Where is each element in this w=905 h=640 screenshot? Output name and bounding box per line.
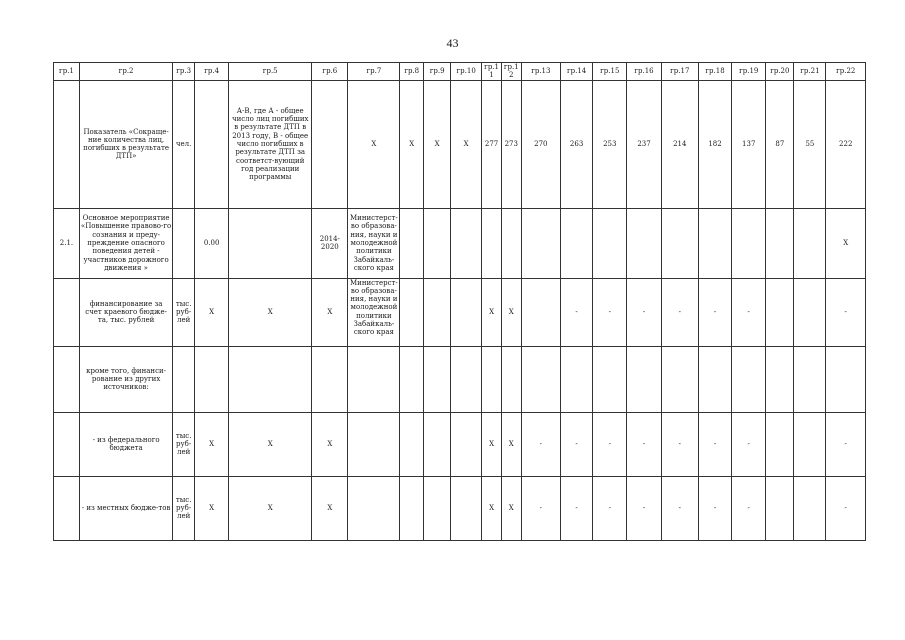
table-cell: Основное мероприятие «Повышение правово-го сознания и преду-преждение опасного поведения детей - участников дорожного движения » xyxy=(79,208,172,278)
table-cell xyxy=(195,346,229,412)
table-cell xyxy=(794,208,826,278)
table-cell: Х xyxy=(482,278,502,346)
table-cell: 137 xyxy=(732,80,766,208)
column-header: гр.19 xyxy=(732,63,766,81)
table-cell: - xyxy=(661,278,698,346)
column-header: гр.9 xyxy=(424,63,451,81)
table-cell: - xyxy=(521,412,560,476)
table-cell: Х xyxy=(400,80,424,208)
table-cell xyxy=(451,412,482,476)
table-cell: 253 xyxy=(593,80,627,208)
column-header: гр.17 xyxy=(661,63,698,81)
table-cell xyxy=(451,278,482,346)
table-cell xyxy=(482,208,502,278)
table-cell xyxy=(173,346,195,412)
table-cell xyxy=(561,346,593,412)
table-cell xyxy=(229,208,312,278)
table-cell xyxy=(312,346,348,412)
table-cell: - xyxy=(561,476,593,540)
table-row-regional-financing xyxy=(54,278,866,346)
table-cell: тыс. руб-лей xyxy=(173,278,195,346)
column-header: гр.6 xyxy=(312,63,348,81)
table-cell: Министерст-во образова-ния, науки и молодежной политики Забайкаль-ского края xyxy=(348,208,400,278)
table-cell: Х xyxy=(348,80,400,208)
column-header: гр.12 xyxy=(501,63,521,81)
table-cell: Х xyxy=(229,412,312,476)
table-cell: - из федерального бюджета xyxy=(79,412,172,476)
table-cell: Х xyxy=(501,278,521,346)
table-cell: - xyxy=(826,476,866,540)
table-cell: - xyxy=(826,412,866,476)
table-cell: - xyxy=(732,412,766,476)
table-cell xyxy=(826,346,866,412)
header-row xyxy=(54,63,866,81)
table-cell: Х xyxy=(312,476,348,540)
table-cell: - xyxy=(732,278,766,346)
table-row-main-event xyxy=(54,208,866,278)
table-cell: 87 xyxy=(766,80,794,208)
table-cell xyxy=(173,208,195,278)
table-cell: - xyxy=(627,476,661,540)
table-cell xyxy=(424,476,451,540)
table-cell xyxy=(661,346,698,412)
table-cell: Х xyxy=(229,278,312,346)
column-header: гр.15 xyxy=(593,63,627,81)
table-cell: - xyxy=(826,278,866,346)
table-cell xyxy=(521,208,560,278)
table-cell: - xyxy=(593,412,627,476)
table-row-other-sources xyxy=(54,346,866,412)
table-cell: кроме того, финанси-рование из других источников: xyxy=(79,346,172,412)
table-row-local-budgets xyxy=(54,476,866,540)
table-cell xyxy=(54,412,80,476)
table-cell: Х xyxy=(501,412,521,476)
table-cell: 182 xyxy=(698,80,731,208)
table-cell: Министерст-во образова-ния, науки и молодежной политики Забайкаль-ского края xyxy=(348,278,400,346)
column-header: гр.3 xyxy=(173,63,195,81)
table-cell xyxy=(195,80,229,208)
table-cell xyxy=(627,208,661,278)
table-cell xyxy=(766,346,794,412)
table-cell: 214 xyxy=(661,80,698,208)
table-cell: - xyxy=(627,278,661,346)
table-cell xyxy=(501,346,521,412)
column-header: гр.4 xyxy=(195,63,229,81)
table-cell xyxy=(627,346,661,412)
table-cell: финансирование за счет краевого бюдже-та, тыс. рублей xyxy=(79,278,172,346)
table-cell: 222 xyxy=(826,80,866,208)
table-cell xyxy=(424,208,451,278)
table-cell: - из местных бюдже-тов xyxy=(79,476,172,540)
table-cell xyxy=(766,412,794,476)
table-cell: 2014-2020 xyxy=(312,208,348,278)
table-cell xyxy=(698,208,731,278)
table-cell xyxy=(766,278,794,346)
column-header: гр.22 xyxy=(826,63,866,81)
table-cell: - xyxy=(698,412,731,476)
table-cell xyxy=(54,278,80,346)
table-cell xyxy=(732,346,766,412)
table-cell xyxy=(766,476,794,540)
table-cell xyxy=(521,346,560,412)
page-number: 43 xyxy=(446,36,459,50)
table-row-indicator xyxy=(54,80,866,208)
table-cell: А-В, где А - общее число лиц погибших в результате ДТП в 2013 году, В - общее число погибших в результате ДТП за соответст-вующий год реализации программы xyxy=(229,80,312,208)
table-cell: 237 xyxy=(627,80,661,208)
table-cell: - xyxy=(521,476,560,540)
table-cell xyxy=(794,476,826,540)
table-cell xyxy=(348,476,400,540)
table-cell xyxy=(698,346,731,412)
table-cell: Х xyxy=(312,278,348,346)
table-cell xyxy=(561,208,593,278)
table-cell: 273 xyxy=(501,80,521,208)
table-cell xyxy=(424,346,451,412)
table-cell: - xyxy=(698,278,731,346)
table-cell xyxy=(794,346,826,412)
table-cell: - xyxy=(627,412,661,476)
table-cell xyxy=(482,346,502,412)
table-cell xyxy=(794,278,826,346)
table-cell xyxy=(424,278,451,346)
table-cell: - xyxy=(561,278,593,346)
table-cell: Х xyxy=(482,412,502,476)
table-cell xyxy=(424,412,451,476)
table-cell: чел. xyxy=(173,80,195,208)
table-cell: Х xyxy=(229,476,312,540)
program-table xyxy=(53,62,866,541)
table-cell: 270 xyxy=(521,80,560,208)
table-cell xyxy=(400,346,424,412)
table-cell: 277 xyxy=(482,80,502,208)
table-cell xyxy=(451,346,482,412)
table-cell: 55 xyxy=(794,80,826,208)
column-header: гр.18 xyxy=(698,63,731,81)
table-cell: - xyxy=(661,412,698,476)
table-cell xyxy=(521,278,560,346)
table-cell: Х xyxy=(424,80,451,208)
table-cell xyxy=(766,208,794,278)
table-cell: 0.00 xyxy=(195,208,229,278)
column-header: гр.20 xyxy=(766,63,794,81)
table-cell xyxy=(348,346,400,412)
table-cell: Х xyxy=(195,476,229,540)
table-cell: Х xyxy=(451,80,482,208)
table-cell: Х xyxy=(482,476,502,540)
table-cell xyxy=(54,476,80,540)
table-cell: Х xyxy=(826,208,866,278)
table-cell xyxy=(451,208,482,278)
column-header: гр.21 xyxy=(794,63,826,81)
table-cell xyxy=(400,412,424,476)
column-header: гр.16 xyxy=(627,63,661,81)
column-header: гр.14 xyxy=(561,63,593,81)
table-cell xyxy=(593,346,627,412)
table-cell: - xyxy=(593,278,627,346)
table-cell: Х xyxy=(195,412,229,476)
column-header: гр.10 xyxy=(451,63,482,81)
table-cell: Х xyxy=(312,412,348,476)
table-cell xyxy=(400,278,424,346)
table-cell xyxy=(732,208,766,278)
table-cell xyxy=(593,208,627,278)
table-cell xyxy=(54,80,80,208)
column-header: гр.1 xyxy=(54,63,80,81)
table-cell xyxy=(501,208,521,278)
table-cell xyxy=(794,412,826,476)
table-cell: - xyxy=(561,412,593,476)
column-header: гр.5 xyxy=(229,63,312,81)
column-header: гр.11 xyxy=(482,63,502,81)
table-cell: Х xyxy=(195,278,229,346)
table-cell xyxy=(400,208,424,278)
table-cell xyxy=(229,346,312,412)
column-header: гр.2 xyxy=(79,63,172,81)
table-cell xyxy=(348,412,400,476)
table-row-federal-budget xyxy=(54,412,866,476)
table-cell xyxy=(661,208,698,278)
column-header: гр.8 xyxy=(400,63,424,81)
table-cell: - xyxy=(661,476,698,540)
table-cell: Показатель «Сокраще-ние количества лиц, погибших в результате ДТП» xyxy=(79,80,172,208)
table-cell xyxy=(400,476,424,540)
table-cell xyxy=(451,476,482,540)
table-cell: 263 xyxy=(561,80,593,208)
table-cell: 2.1. xyxy=(54,208,80,278)
column-header: гр.13 xyxy=(521,63,560,81)
table-cell: - xyxy=(698,476,731,540)
table-cell: тыс. руб-лей xyxy=(173,476,195,540)
column-header: гр.7 xyxy=(348,63,400,81)
table-cell xyxy=(312,80,348,208)
table-cell: Х xyxy=(501,476,521,540)
table-cell: - xyxy=(732,476,766,540)
table-cell: тыс. руб-лей xyxy=(173,412,195,476)
table-cell: - xyxy=(593,476,627,540)
table-cell xyxy=(54,346,80,412)
